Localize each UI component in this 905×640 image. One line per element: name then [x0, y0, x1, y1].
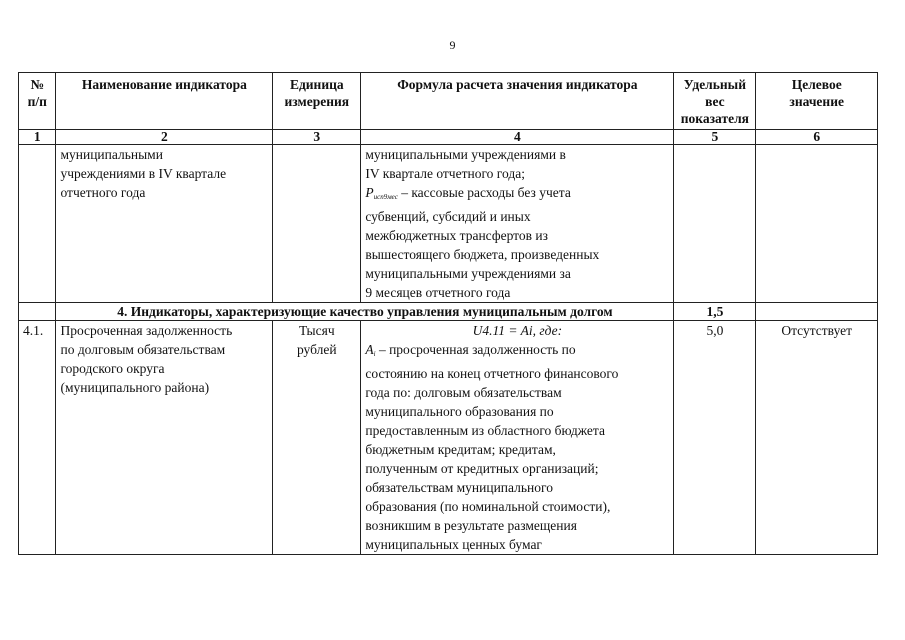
formula-variable-line: [365, 183, 669, 207]
indicators-table: [18, 72, 878, 555]
formula-variable-description: – кассовые расходы без учета: [397, 185, 571, 200]
column-number: 6: [756, 130, 878, 145]
formula-line: бюджетным кредитам; кредитам,: [365, 442, 556, 457]
column-number: 1: [19, 130, 56, 145]
header-unit-line: Единица: [289, 77, 344, 92]
cell-target: Отсутствует: [756, 321, 878, 555]
cell-num: [19, 145, 56, 303]
cell-name: [56, 145, 273, 303]
formula-line: возникшим в результате размещения: [365, 518, 577, 533]
cell-target: [756, 145, 878, 303]
header-weight-line: вес: [705, 94, 725, 109]
section-row: [19, 303, 878, 321]
section-weight: 1,5: [674, 303, 756, 321]
cell-name: [56, 321, 273, 555]
table-row-4-1: [19, 321, 878, 555]
formula-variable-subscript: i: [373, 350, 376, 358]
formula-line: IV квартале отчетного года;: [365, 166, 525, 181]
formula-line: муниципальных ценных бумаг: [365, 537, 542, 552]
header-target-line: значение: [789, 94, 844, 109]
header-num-line: п/п: [27, 94, 47, 109]
cell-unit: [273, 321, 361, 555]
formula-line: предоставленным из областного бюджета: [365, 423, 605, 438]
name-line: по долговым обязательствам: [60, 342, 226, 357]
name-line: Просроченная задолженность: [60, 323, 233, 338]
formula-line: муниципальными учреждениями в: [365, 147, 566, 162]
cell-formula: [361, 145, 674, 303]
cell-unit: [273, 145, 361, 303]
section-title: 4. Индикаторы, характеризующие качество управления муниципальным долгом: [56, 303, 674, 321]
formula-line: обязательствам муниципального: [365, 480, 553, 495]
header-unit-line: измерения: [284, 94, 350, 109]
header-num: [19, 73, 56, 130]
name-line: городского округа: [60, 361, 165, 376]
formula-line: субвенций, субсидий и иных: [365, 209, 531, 224]
formula-line: года по: долговым обязательствам: [365, 385, 562, 400]
cell-num: [19, 303, 56, 321]
formula-variable: P: [365, 185, 374, 200]
table-row-continued: [19, 145, 878, 303]
formula-variable-description: – просроченная задолженность по: [375, 342, 576, 357]
cell-weight: 5,0: [674, 321, 756, 555]
column-number-row: [19, 130, 878, 145]
name-line: отчетного года: [60, 185, 146, 200]
name-line: (муниципального района): [60, 380, 210, 395]
cell-target: [756, 303, 878, 321]
page-number: 9: [449, 38, 456, 52]
formula-variable-line: [365, 340, 669, 364]
formula-line: состоянию на конец отчетного финансового: [365, 366, 619, 381]
formula-line: межбюджетных трансфертов из: [365, 228, 548, 243]
formula-line: образования (по номинальной стоимости),: [365, 499, 611, 514]
header-formula: Формула расчета значения индикатора: [361, 73, 674, 130]
formula-line: 9 месяцев отчетного года: [365, 285, 511, 300]
formula-line: вышестоящего бюджета, произведенных: [365, 247, 600, 262]
formula-line: муниципального образования по: [365, 404, 554, 419]
cell-num: 4.1.: [19, 321, 56, 555]
header-weight-line: Удельный: [683, 77, 746, 92]
header-target: [756, 73, 878, 130]
header-target-line: Целевое: [791, 77, 842, 92]
column-number: 2: [56, 130, 273, 145]
name-line: муниципальными: [60, 147, 163, 162]
formula-line: муниципальными учреждениями за: [365, 266, 571, 281]
column-number: 4: [361, 130, 674, 145]
column-number: 5: [674, 130, 756, 145]
cell-weight: [674, 145, 756, 303]
formula-head: U4.11 = Ai, где:: [472, 323, 563, 338]
header-weight-line: показателя: [680, 111, 749, 126]
name-line: учреждениями в IV квартале: [60, 166, 227, 181]
formula-variable-subscript: исп9мес: [373, 193, 398, 201]
cell-formula: [361, 321, 674, 555]
header-weight: [674, 73, 756, 130]
formula-line: полученным от кредитных организаций;: [365, 461, 599, 476]
header-name: Наименование индикатора: [56, 73, 273, 130]
unit-line: Тысяч: [298, 323, 335, 338]
unit-line: рублей: [296, 342, 337, 357]
header-unit: [273, 73, 361, 130]
column-number: 3: [273, 130, 361, 145]
header-num-line: №: [30, 77, 45, 92]
formula-variable: A: [365, 342, 374, 357]
header-row: [19, 73, 878, 130]
